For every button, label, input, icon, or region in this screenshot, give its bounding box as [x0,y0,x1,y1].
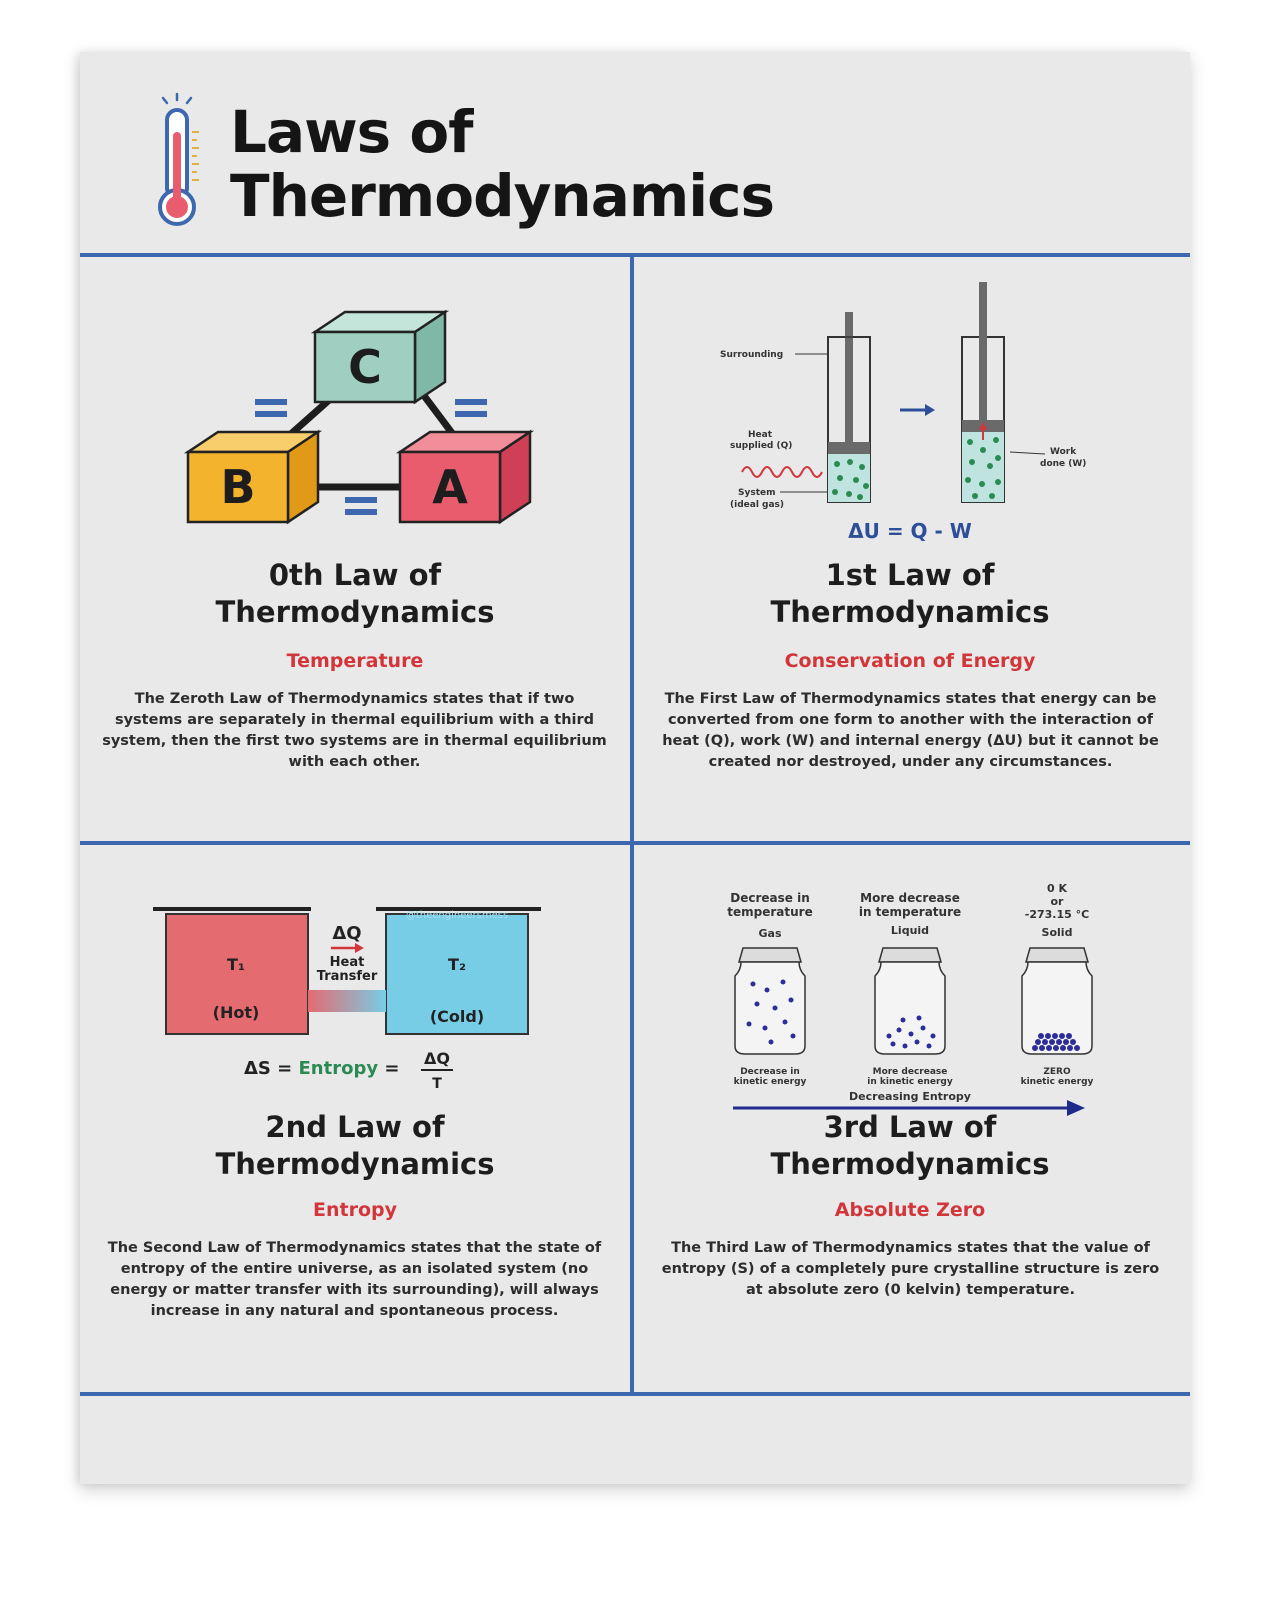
cube-a [400,432,530,522]
svg-text:System: System [738,488,776,498]
poster [80,52,1190,1484]
svg-text:Liquid: Liquid [890,924,930,937]
svg-text:C: C [348,340,382,394]
svg-text:ZERO: ZERO [1043,1067,1071,1077]
svg-text:A: A [432,460,468,514]
third-law-description: The Third Law of Thermodynamics states that the value of entropy (S) of a completely pure crystalline structure is zero at absolute zero (0 kelvin) temperature. [661,1240,1160,1298]
svg-text:Decreasing Entropy: Decreasing Entropy [849,1090,971,1103]
piston-cylinder-after [962,282,1004,502]
third-law-jars-diagram [705,880,1125,1120]
svg-text:kinetic energy: kinetic energy [1020,1077,1094,1087]
second-law-subtitle: Entropy [313,1199,397,1221]
zeroth-law-description: The Zeroth Law of Thermodynamics states that if two systems are separately in thermal equilibrium with a third system, then the first two systems are in thermal equilibrium with each other. [102,691,607,770]
svg-text:Decrease in: Decrease in [730,891,810,905]
svg-text:(ideal gas): (ideal gas) [730,500,785,510]
svg-text:Decrease in: Decrease in [740,1067,800,1077]
first-law-title: 1st Law of Thermodynamics [770,558,1050,629]
jar-gas [735,948,805,1054]
divider-top [80,253,1190,257]
svg-text:in temperature: in temperature [858,905,962,919]
zeroth-law-cubes-diagram [180,307,540,537]
third-law-subtitle: Absolute Zero [834,1199,986,1221]
thermometer-icon [152,92,212,232]
svg-text:Work: Work [1050,447,1077,457]
svg-text:B: B [220,460,256,514]
svg-text:Surrounding: Surrounding [720,350,784,360]
zeroth-law-title: 0th Law of Thermodynamics [215,558,495,629]
jar-solid [1022,948,1092,1054]
svg-text:-273.15 °C: -273.15 °C [1024,908,1090,921]
svg-text:Transfer: Transfer [316,969,378,984]
first-law-description: The First Law of Thermodynamics states that energy can be converted from one form to another with the interaction of heat (Q), work (W) and internal energy (ΔU) but it cannot be created nor destroyed, under any circumstances. [662,691,1159,770]
piston-cylinder-before [828,312,870,502]
first-law-equation: ΔU = Q - W [848,519,972,543]
third-law-title: 3rd Law of Thermodynamics [770,1110,1050,1181]
first-law-subtitle: Conservation of Energy [784,650,1036,672]
page-title: Laws of Thermodynamics [230,98,775,230]
svg-text:or: or [1050,895,1064,908]
svg-text:More decrease: More decrease [860,891,960,905]
second-law-title: 2nd Law of Thermodynamics [215,1110,495,1181]
second-law-description: The Second Law of Thermodynamics states that the state of entropy of the entire universe, as an isolated system (no energy or matter transfer with its surrounding), will always increase in any natural and spontaneous process. [107,1240,602,1319]
watermark-text: @theengineersmess [405,910,509,921]
first-law-piston-diagram [700,282,1120,552]
cube-b [188,432,318,522]
divider-bottom [80,1392,1190,1396]
svg-text:More decrease: More decrease [872,1067,948,1077]
svg-text:temperature: temperature [727,905,813,919]
svg-text:ΔQ: ΔQ [332,923,362,944]
cube-c [315,312,445,402]
svg-text:0 K: 0 K [1046,882,1068,895]
jar-liquid [875,948,945,1054]
svg-text:Solid: Solid [1041,926,1073,939]
svg-text:T: T [432,1076,442,1092]
second-law-heat-transfer-diagram [148,902,548,1102]
divider-vertical [630,257,634,1394]
svg-text:(Hot): (Hot) [212,1003,260,1022]
svg-text:Gas: Gas [758,927,782,940]
svg-text:supplied (Q): supplied (Q) [730,441,793,451]
svg-text:ΔQ: ΔQ [424,1049,450,1068]
divider-middle [80,841,1190,845]
svg-text:(Cold): (Cold) [429,1007,485,1026]
entropy-equation: ΔS = Entropy = [244,1058,400,1079]
svg-text:in kinetic energy: in kinetic energy [867,1077,953,1087]
svg-text:Heat: Heat [329,955,365,970]
svg-text:T₂: T₂ [448,955,466,974]
svg-text:T₁: T₁ [227,955,245,974]
svg-text:done (W): done (W) [1040,459,1087,469]
svg-text:Heat: Heat [748,430,773,440]
svg-text:kinetic energy: kinetic energy [733,1077,807,1087]
zeroth-law-subtitle: Temperature [286,650,424,672]
